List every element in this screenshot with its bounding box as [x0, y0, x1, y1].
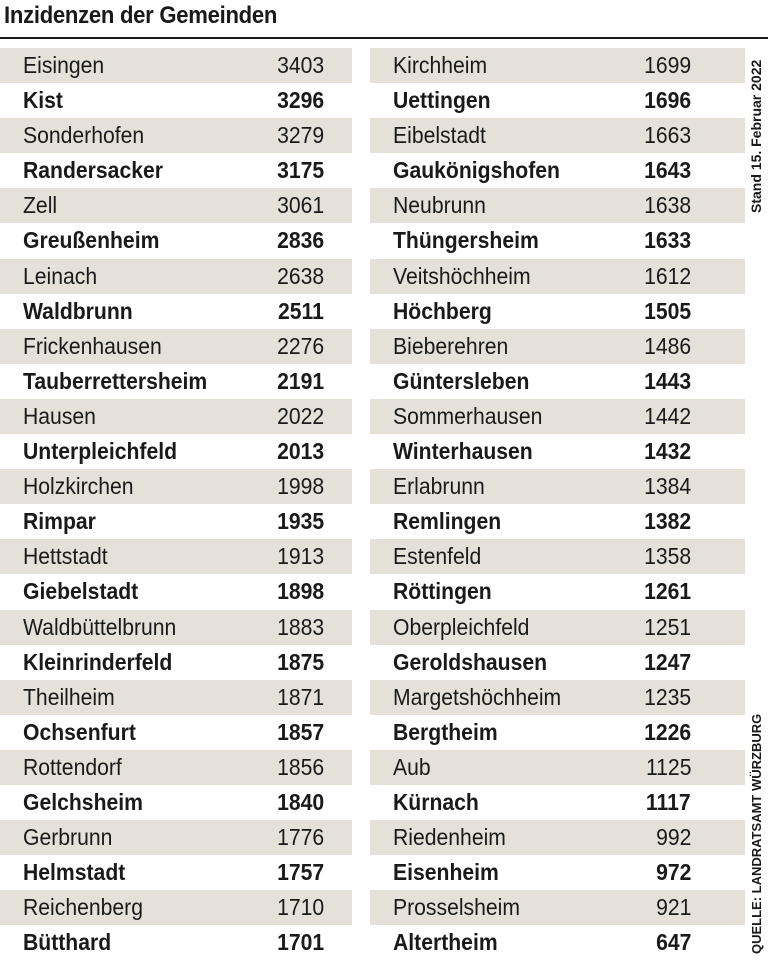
incidence-value: 2276 — [276, 332, 324, 359]
incidence-value: 1913 — [276, 543, 324, 570]
incidence-value: 1757 — [276, 859, 324, 886]
incidence-value: 1261 — [643, 578, 691, 605]
incidence-value: 1638 — [643, 192, 691, 219]
incidence-value: 1443 — [643, 367, 691, 394]
municipality-name: Helmstadt — [23, 859, 126, 886]
table-column-right — [370, 48, 745, 960]
table-row — [0, 890, 352, 925]
table-row — [370, 574, 745, 609]
table-row — [370, 118, 745, 153]
table-row — [370, 469, 745, 504]
table-row — [370, 434, 745, 469]
municipality-name: Kleinrinderfeld — [23, 648, 173, 675]
table-row — [0, 83, 352, 118]
table-row — [0, 539, 352, 574]
incidence-value: 1857 — [276, 718, 324, 745]
table-row — [0, 574, 352, 609]
table-row — [370, 223, 745, 258]
source-note: QUELLE: LANDRATSAMT WÜRZBURG — [749, 713, 764, 954]
incidence-value: 3061 — [276, 192, 324, 219]
incidence-value: 3296 — [276, 87, 324, 114]
municipality-name: Neubrunn — [393, 192, 486, 219]
municipality-name: Altertheim — [393, 929, 498, 956]
table-row — [0, 434, 352, 469]
incidence-value: 2191 — [276, 367, 324, 394]
incidence-value: 3403 — [276, 52, 324, 78]
municipality-name: Erlabrunn — [393, 473, 485, 500]
municipality-name: Leinach — [23, 262, 98, 289]
incidence-value: 1382 — [643, 508, 691, 535]
table-row — [370, 364, 745, 399]
table-row — [0, 820, 352, 855]
municipality-name: Estenfeld — [393, 543, 482, 570]
municipality-name: Aub — [393, 753, 431, 780]
incidence-value: 1856 — [276, 753, 324, 780]
municipality-name: Prosselsheim — [393, 894, 521, 921]
municipality-name: Tauberrettersheim — [23, 367, 208, 394]
table-row — [370, 504, 745, 539]
municipality-name: Frickenhausen — [23, 332, 162, 359]
table-row — [370, 539, 745, 574]
municipality-name: Waldbüttelbrunn — [23, 613, 177, 640]
incidence-value: 1117 — [646, 788, 691, 815]
incidence-value: 1612 — [643, 262, 691, 289]
table-row — [0, 610, 352, 645]
incidence-value: 2836 — [276, 227, 324, 254]
date-note: Stand 15. Februar 2022 — [748, 59, 764, 213]
table-row — [0, 715, 352, 750]
incidence-value: 1235 — [643, 683, 691, 710]
table-row — [0, 680, 352, 715]
incidence-value: 1125 — [645, 753, 691, 780]
municipality-name: Waldbrunn — [23, 297, 133, 324]
municipality-name: Sommerhausen — [393, 402, 543, 429]
table-row — [0, 364, 352, 399]
municipality-name: Geroldshausen — [393, 648, 548, 675]
table-row — [0, 750, 352, 785]
incidence-value: 647 — [655, 929, 691, 956]
incidence-value: 2638 — [276, 262, 324, 289]
municipality-name: Bieberehren — [393, 332, 509, 359]
incidence-value: 1633 — [643, 227, 691, 254]
table-row — [370, 83, 745, 118]
municipality-name: Theilheim — [23, 683, 115, 710]
incidence-value: 1442 — [643, 402, 691, 429]
municipality-name: Gelchsheim — [23, 788, 143, 815]
incidence-value: 1247 — [643, 648, 691, 675]
table-row — [370, 294, 745, 329]
incidence-value: 1486 — [643, 332, 691, 359]
municipality-name: Ochsenfurt — [23, 718, 136, 745]
table-column-left — [0, 48, 352, 960]
municipality-name: Bergtheim — [393, 718, 498, 745]
incidence-value: 1875 — [276, 648, 324, 675]
incidence-value: 1384 — [643, 473, 691, 500]
table-row — [0, 469, 352, 504]
municipality-name: Reichenberg — [23, 894, 143, 921]
incidence-value: 1358 — [643, 543, 691, 570]
municipality-name: Höchberg — [393, 297, 492, 324]
municipality-name: Winterhausen — [393, 438, 533, 465]
incidence-value: 2013 — [276, 438, 324, 465]
table-row — [370, 925, 745, 960]
municipality-name: Hettstadt — [23, 543, 108, 570]
incidence-value: 1699 — [643, 52, 691, 78]
municipality-name: Greußenheim — [23, 227, 160, 254]
municipality-name: Giebelstadt — [23, 578, 139, 605]
table-row — [370, 153, 745, 188]
incidence-value: 1643 — [643, 157, 691, 184]
table-row — [0, 855, 352, 890]
incidence-value: 1776 — [276, 824, 324, 851]
incidence-value: 1710 — [276, 894, 324, 921]
incidence-value: 1696 — [643, 87, 691, 114]
table-row — [0, 925, 352, 960]
incidence-value: 1840 — [276, 788, 324, 815]
table-row — [0, 188, 352, 223]
municipality-name: Hausen — [23, 402, 96, 429]
incidence-value: 972 — [655, 859, 691, 886]
municipality-name: Eibelstadt — [393, 122, 486, 149]
municipality-name: Oberpleichfeld — [393, 613, 530, 640]
incidence-value: 921 — [655, 894, 691, 921]
municipality-name: Eisenheim — [393, 859, 499, 886]
municipality-name: Gaukönigshofen — [393, 157, 560, 184]
table-row — [370, 750, 745, 785]
municipality-name: Uettingen — [393, 87, 491, 114]
table-row — [370, 820, 745, 855]
incidence-value: 1935 — [276, 508, 324, 535]
incidence-value: 1251 — [643, 613, 691, 640]
table-row — [370, 259, 745, 294]
incidence-value: 1432 — [643, 438, 691, 465]
municipality-name: Rimpar — [23, 508, 96, 535]
incidence-value: 992 — [655, 824, 691, 851]
table-row — [370, 610, 745, 645]
table-row — [0, 645, 352, 680]
table-row — [370, 785, 745, 820]
municipality-name: Gerbrunn — [23, 824, 113, 851]
incidence-value: 1505 — [643, 297, 691, 324]
table-row — [0, 399, 352, 434]
municipality-name: Zell — [23, 192, 58, 219]
incidence-value: 2511 — [278, 297, 324, 324]
municipality-name: Rottendorf — [23, 753, 122, 780]
incidence-value: 1898 — [276, 578, 324, 605]
municipality-name: Unterpleichfeld — [23, 438, 178, 465]
table-row — [370, 329, 745, 364]
municipality-name: Randersacker — [23, 157, 163, 184]
incidence-value: 1226 — [643, 718, 691, 745]
municipality-name: Margetshöchheim — [393, 683, 562, 710]
table-row — [0, 223, 352, 258]
incidence-value: 1701 — [276, 929, 324, 956]
table-row — [0, 118, 352, 153]
municipality-name: Thüngersheim — [393, 227, 539, 254]
municipality-name: Kürnach — [393, 788, 479, 815]
table-row — [370, 855, 745, 890]
table-row — [370, 399, 745, 434]
table-row — [370, 645, 745, 680]
page-title: Inzidenzen der Gemeinden — [4, 2, 278, 29]
incidence-value: 1998 — [276, 473, 324, 500]
table-row — [370, 680, 745, 715]
table-row — [370, 48, 745, 83]
municipality-name: Holzkirchen — [23, 473, 134, 500]
table-row — [0, 785, 352, 820]
table-row — [0, 294, 352, 329]
incidence-value: 1871 — [276, 683, 324, 710]
table-row — [370, 715, 745, 750]
municipality-name: Kist — [23, 87, 63, 114]
incidence-value: 2022 — [276, 402, 324, 429]
municipality-name: Veitshöchheim — [393, 262, 531, 289]
incidence-value: 1663 — [643, 122, 691, 149]
municipality-name: Riedenheim — [393, 824, 506, 851]
municipality-name: Güntersleben — [393, 367, 530, 394]
table-row — [0, 153, 352, 188]
municipality-name: Bütthard — [23, 929, 112, 956]
incidence-value: 3279 — [276, 122, 324, 149]
municipality-name: Remlingen — [393, 508, 502, 535]
municipality-name: Sonderhofen — [23, 122, 145, 149]
table-row — [0, 504, 352, 539]
incidence-value: 3175 — [276, 157, 324, 184]
municipality-name: Eisingen — [23, 52, 105, 78]
incidence-value: 1883 — [276, 613, 324, 640]
table-row — [0, 48, 352, 83]
table-row — [370, 188, 745, 223]
table-row — [0, 259, 352, 294]
table-row — [370, 890, 745, 925]
table-row — [0, 329, 352, 364]
municipality-name: Röttingen — [393, 578, 492, 605]
title-rule — [0, 37, 768, 39]
municipality-name: Kirchheim — [393, 52, 488, 78]
